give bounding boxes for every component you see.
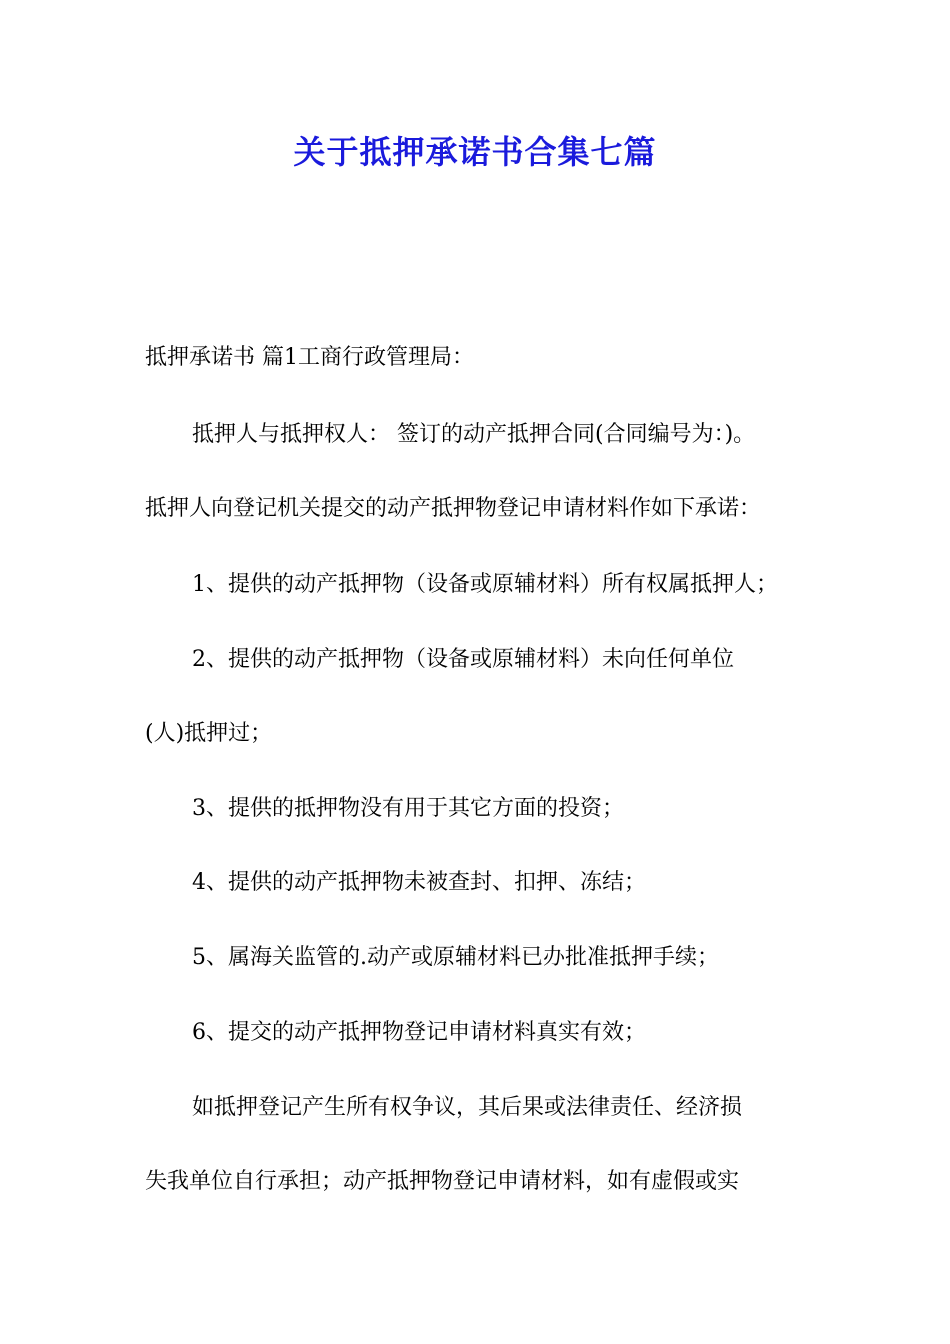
body-line-item-1: 1、提供的动产抵押物（设备或原辅材料）所有权属抵押人； [192, 572, 778, 597]
body-line-item-5: 5、属海关监管的.动产或原辅材料已办批准抵押手续； [192, 945, 719, 970]
body-line-item-6: 6、提交的动产抵押物登记申请材料真实有效； [192, 1020, 646, 1045]
body-line-item-4: 4、提供的动产抵押物未被查封、扣押、冻结； [192, 870, 646, 895]
body-line-item-2: 2、提供的动产抵押物（设备或原辅材料）未向任何单位 [192, 647, 734, 672]
body-line-parties: 抵押人与抵押权人： 签订的动产抵押合同(合同编号为：)。 [192, 422, 756, 447]
body-line-salutation: 抵押承诺书 篇1工商行政管理局： [145, 345, 474, 370]
document-title: 关于抵押承诺书合集七篇 [293, 133, 657, 171]
body-line-item-3: 3、提供的抵押物没有用于其它方面的投资； [192, 796, 624, 821]
body-line-item-2-cont: (人)抵押过； [145, 721, 273, 746]
body-line-liability: 如抵押登记产生所有权争议，其后果或法律责任、经济损 [192, 1095, 743, 1120]
body-line-intro: 抵押人向登记机关提交的动产抵押物登记申请材料作如下承诺： [145, 496, 762, 521]
body-line-liability-cont: 失我单位自行承担；动产抵押物登记申请材料，如有虚假或实 [145, 1169, 740, 1194]
